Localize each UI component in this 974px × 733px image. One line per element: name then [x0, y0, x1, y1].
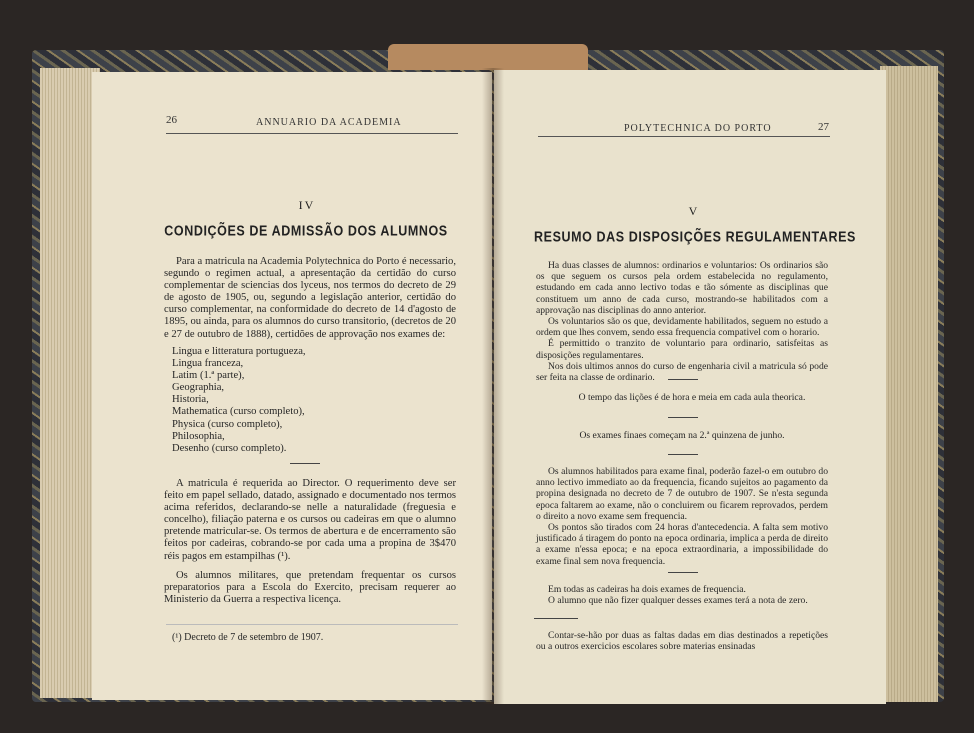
right-line-1: O tempo das lições é de hora e meia em cada aula theorica.	[578, 392, 806, 403]
list-item: Philosophia,	[172, 430, 225, 442]
subjects-list	[172, 346, 306, 455]
right-section-number: V	[688, 204, 700, 218]
right-paragraph-5: Os alumnos habilitados para exame final, poderão fazel-o em outubro do anno lectivo immediato ao da frequencia, ficando sujeitos ao pagamento da propina designada no decreto de 7 de outubro de 1907. Se n'esta segunda epoca faltarem ao exame, não o concluirem ou ficarem reprovados, perdem o direito a novo exame sem frequencia.	[536, 466, 828, 522]
right-paragraph-2: Os voluntarios são os que, devidamente habilitados, seguem no estudo a ordem que lhes convem, sendo essa frequencia compativel com o horario.	[536, 316, 828, 339]
right-page-number: 27	[818, 121, 829, 133]
right-paragraph-1: Ha duas classes de alumnos: ordinarios e voluntarios: Os ordinarios são os que seguem os cursos pela ordem estabelecida no regulamento, estudando em cada anno lectivo todas e tão sómente as disciplinas que constituem um anno de cada curso, mostrando-se habilitados com a approvação nas disciplinas do anno anterior.	[536, 260, 828, 316]
left-divider	[290, 463, 320, 464]
left-running-head: ANNUARIO DA ACADEMIA	[256, 117, 402, 128]
list-item: Mathematica (curso completo),	[172, 406, 305, 418]
list-item: Latim (1.ª parte),	[172, 370, 245, 382]
right-page-edges	[880, 66, 938, 702]
left-section-title: CONDIÇÕES DE ADMISSÃO DOS ALUMNOS	[164, 222, 448, 240]
list-item: Lingua e litteratura portugueza,	[172, 346, 306, 357]
bookmark-ribbon	[388, 44, 588, 70]
left-paragraph-2: A matricula é requerida ao Director. O requerimento deve ser feito em papel sellado, datado, assignado e documentado nos termos acima referidos, declarando-se nelle a naturalidade (freguesia e concelho), filiação paterna e os cursos ou cadeiras em que o alumno pretende matricular-se. Os termos de abertura e de encerramento são feitos por cadeiras, cobrando-se por cada uma a propina de 3$470 réis pagos em estampilhas (¹).	[164, 478, 456, 562]
list-item: Desenho (curso completo).	[172, 442, 287, 454]
right-paragraph-3: É permittido o tranzito de voluntario para ordinario, satisfeitas as disposições regulamentares.	[536, 338, 828, 361]
right-paragraphs-block	[536, 260, 828, 383]
list-item: Physica (curso completo),	[172, 418, 283, 430]
left-paragraph-3: Os alumnos militares, que pretendam frequentar os cursos preparatorios para a Escola do Exercito, precisam requerer ao Ministerio da Guerra a respectiva licença.	[164, 570, 456, 606]
right-paragraph-block-3	[536, 584, 828, 606]
right-paragraph-7: Em todas as cadeiras ha dois exames de frequencia.	[548, 584, 746, 595]
right-divider-4	[668, 572, 698, 573]
right-page	[494, 70, 886, 704]
list-item: Historia,	[172, 394, 209, 406]
left-section-number: IV	[298, 198, 316, 212]
right-divider-5	[534, 618, 578, 619]
list-item: Lingua franceza,	[172, 358, 244, 370]
left-page	[92, 72, 492, 700]
right-divider-2	[668, 417, 698, 418]
right-header-rule	[538, 136, 830, 137]
right-paragraph-6: Os pontos são tirados com 24 horas d'antecedencia. A falta sem motivo justificado á tiragem do ponto na epoca ordinaria, implica a perda de direito a exame n'essa epoca; e na epoca extraordinaria, a impossibilidade do exame final sem nova frequencia.	[536, 522, 828, 567]
left-paragraph-1: Para a matricula na Academia Polytechnica do Porto é necessario, segundo o regimen actual, a apresentação da certidão do curso complementar de sciencias dos lyceus, nos termos do decreto de 29 de agosto de 1905, ou, segundo a legislação anterior, certidão do curso complementar, na conformidade do decreto de 14 d'agosto de 1895, ou ainda, para os alumnos do curso transitorio, (decretos de 20 e 27 de outubro de 1888), certidões de approvação nos exames de:	[164, 256, 456, 340]
right-paragraph-block-4	[536, 630, 828, 652]
book-gutter	[482, 68, 504, 704]
right-divider-1	[668, 379, 698, 380]
right-line-2: Os exames finaes começam na 2.ª quinzena de junho.	[579, 430, 785, 441]
right-running-head: POLYTECHNICA DO PORTO	[624, 123, 772, 134]
right-paragraph-block-2	[536, 466, 828, 567]
left-page-edges	[40, 68, 100, 698]
right-paragraph-4: Nos dois ultimos annos do curso de engenharia civil a matricula só pode ser feita na classe de ordinario.	[536, 360, 828, 384]
footnote-rule	[166, 624, 458, 625]
left-page-number: 26	[166, 114, 177, 126]
right-paragraph-9: Contar-se-hão por duas as faltas dadas em dias destinados a repetições ou a outros exercicios escolares sobre materias ensinadas	[536, 630, 828, 653]
left-header-rule	[166, 133, 458, 134]
list-item: Geographia,	[172, 382, 225, 394]
right-section-title: RESUMO DAS DISPOSIÇÕES REGULAMENTARES	[534, 228, 856, 246]
footnote: (¹) Decreto de 7 de setembro de 1907.	[172, 632, 324, 643]
right-paragraph-8: O alumno que não fizer qualquer desses exames terá a nota de zero.	[548, 595, 808, 607]
right-divider-3	[668, 454, 698, 455]
